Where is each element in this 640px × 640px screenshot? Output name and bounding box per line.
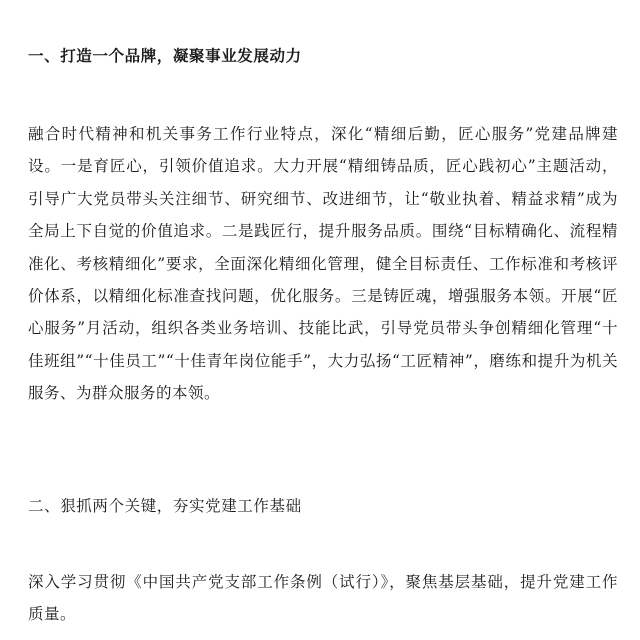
section-1-paragraph: 融合时代精神和机关事务工作行业特点，深化“精细后勤，匠心服务”党建品牌建设。一是育匠心，引领价值追求。大力开展“精细铸品质，匠心践初心”主题活动，引导广大党员带头关注细节、研究细节、改进细节，让“敬业执着、精益求精”成为全局上下自觉的价值追求。二是践匠行，提升服务品质。围绕“目标精确化、流程精准化、考核精细化”要求，全面深化精细化管理，健全目标责任、工作标准和考核评价体系，以精细化标准查找问题，优化服务。三是铸匠魂，增强服务本领。开展“匠心服务”月活动，组织各类业务培训、技能比武，引导党员带头争创精细化管理“十佳班组”“十佳员工”“十佳青年岗位能手”，大力弘扬“工匠精神”，磨练和提升为机关服务、为群众服务的本领。 bbox=[28, 125, 618, 403]
section-2-paragraph: 深入学习贯彻《中国共产党支部工作条例（试行）》，聚焦基层基础，提升党建工作质量。 bbox=[28, 573, 618, 624]
section-2-heading: 二、狠抓两个关键，夯实党建工作基础 bbox=[28, 497, 302, 515]
section-1-heading: 一、打造一个品牌，凝聚事业发展动力 bbox=[28, 46, 302, 65]
